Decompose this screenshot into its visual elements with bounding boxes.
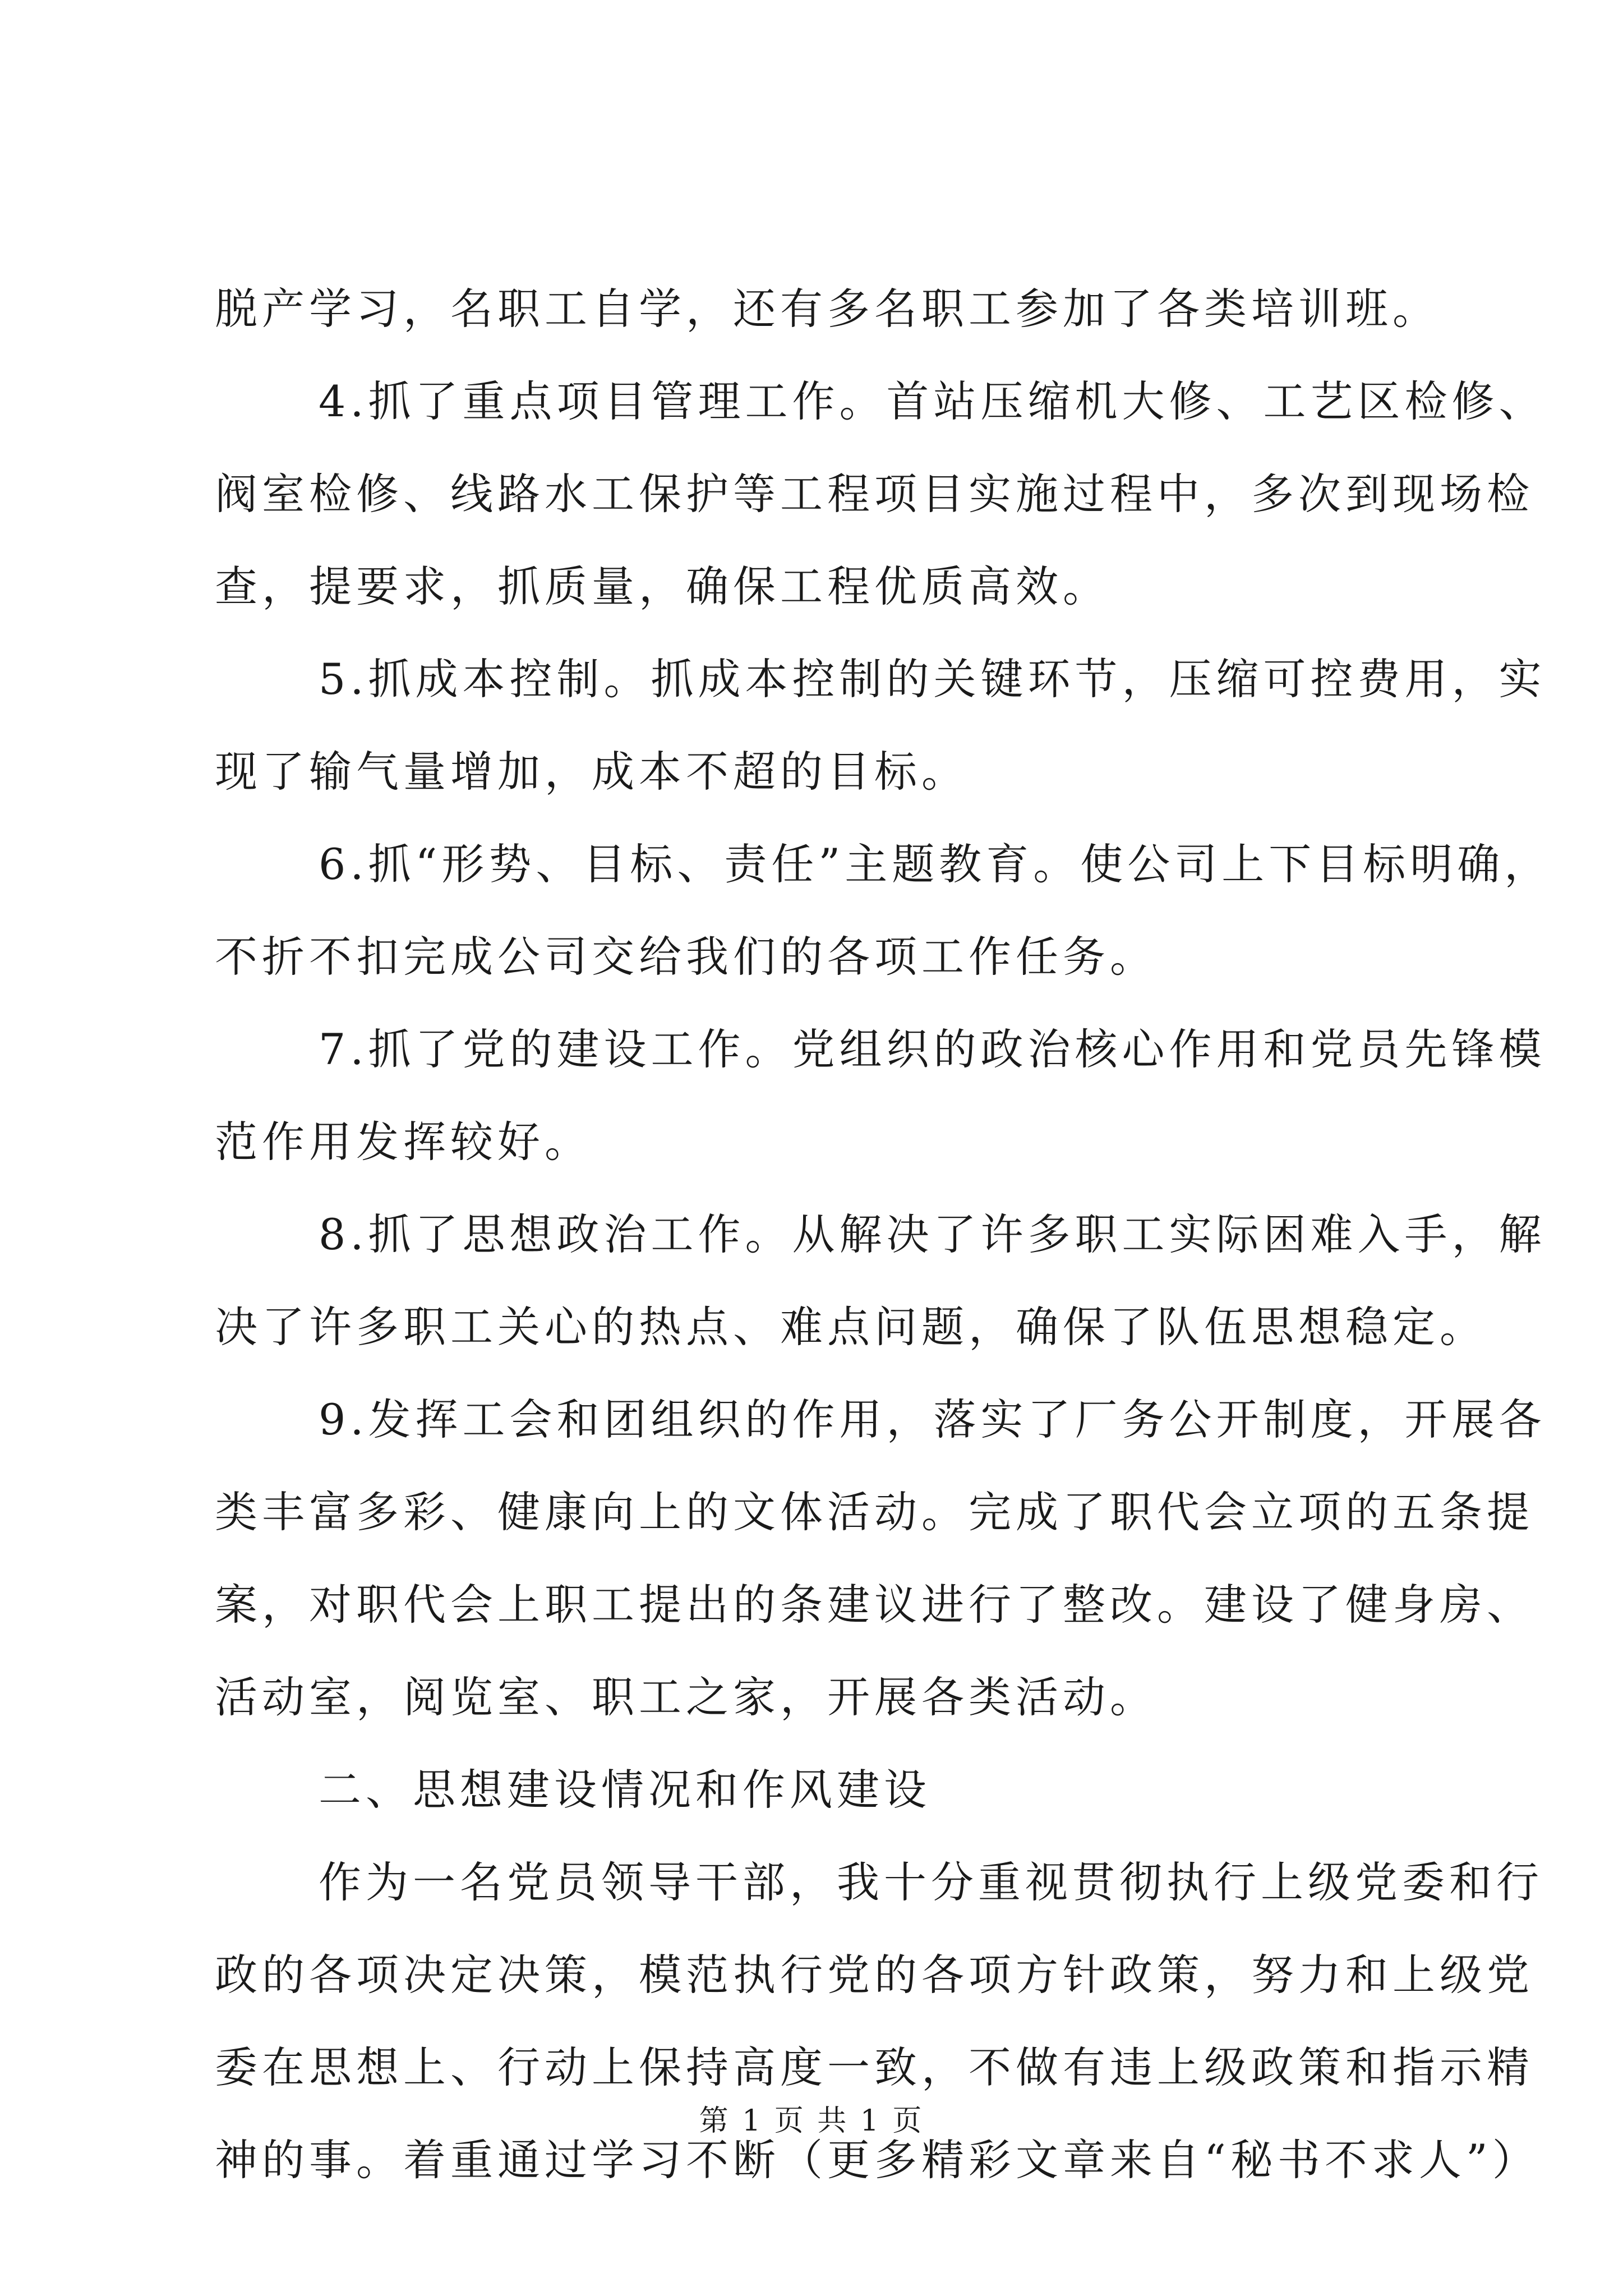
page-number: 第 1 页 共 1 页 [699,2104,924,2138]
text-line: 神的事。着重通过学习不断（更多精彩文章来自“秘书不求人”） [215,2135,1539,2185]
section-heading: 二、思想建设情况和作风建设 [319,1765,931,1815]
text-line: 活动室，阅览室、职工之家，开展各类活动。 [215,1672,1157,1722]
text-line: 委在思想上、行动上保持高度一致，不做有违上级政策和指示精 [215,2042,1534,2092]
text-line: 类丰富多彩、健康向上的文体活动。完成了职代会立项的五条提 [215,1487,1534,1537]
paragraph-item-8: 8.抓了思想政治工作。从解决了许多职工实际困难入手，解 [319,1209,1546,1259]
paragraph-item-7: 7.抓了党的建设工作。党组织的政治核心作用和党员先锋模 [319,1024,1546,1074]
text-line: 阀室检修、线路水工保护等工程项目实施过程中，多次到现场检 [215,469,1534,519]
document-body [215,263,1552,2206]
paragraph-start: 作为一名党员领导干部，我十分重视贯彻执行上级党委和行 [319,1857,1543,1907]
text-line: 现了输气量增加，成本不超的目标。 [215,747,969,797]
text-line: 范作用发挥较好。 [215,1117,592,1167]
text-line: 决了许多职工关心的热点、难点问题，确保了队伍思想稳定。 [215,1302,1487,1352]
paragraph-item-9: 9.发挥工会和团组织的作用，落实了厂务公开制度，开展各 [319,1395,1546,1444]
text-line: 查，提要求，抓质量，确保工程优质高效。 [215,562,1110,611]
paragraph-item-5: 5.抓成本控制。抓成本控制的关键环节，压缩可控费用，实 [319,654,1546,704]
paragraph-item-6: 6.抓“形势、目标、责任”主题教育。使公司上下目标明确， [319,839,1552,889]
text-line: 不折不扣完成公司交给我们的各项工作任务。 [215,932,1157,982]
text-line: 政的各项决定决策，模范执行党的各项方针政策，努力和上级党 [215,1950,1534,2000]
text-line: 案，对职代会上职工提出的条建议进行了整改。建设了健身房、 [215,1580,1534,1630]
text-line: 脱产学习，名职工自学，还有多名职工参加了各类培训班。 [215,284,1440,334]
paragraph-item-4: 4.抓了重点项目管理工作。首站压缩机大修、工艺区检修、 [319,376,1546,426]
